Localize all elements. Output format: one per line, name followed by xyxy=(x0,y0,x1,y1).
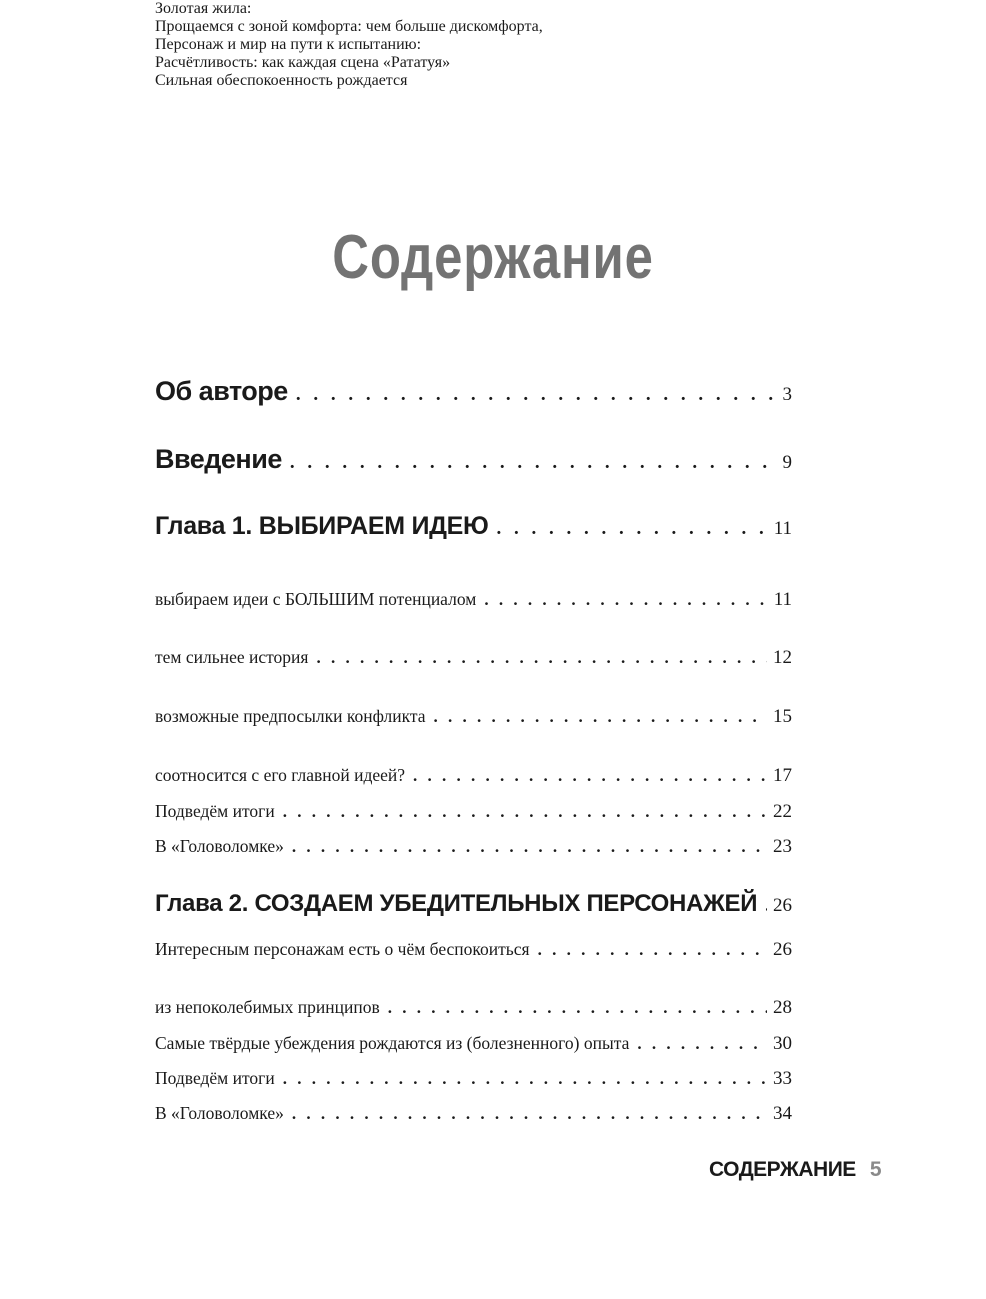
subentry-title-line1: Сильная обеспокоенность рождается xyxy=(155,72,408,89)
dot-leader xyxy=(316,648,767,668)
subentry-title: Самые твёрдые убеждения рождаются из (болезненного) опыта xyxy=(155,1033,630,1053)
toc-chapter-2[interactable] xyxy=(155,890,792,918)
toc-subentry[interactable] xyxy=(155,801,792,823)
toc-subentry[interactable] xyxy=(155,1068,792,1090)
toc-entry-page: 9 xyxy=(782,452,792,473)
dot-leader xyxy=(292,1104,767,1124)
dot-leader xyxy=(538,940,767,960)
subentry-title-line1: Персонаж и мир на пути к испытанию: xyxy=(155,36,422,53)
subentry-title: Подведём итоги xyxy=(155,1068,275,1088)
subentry-title-line1: Прощаемся с зоной комфорта: чем больше дискомфорта, xyxy=(155,18,543,35)
dot-leader xyxy=(413,766,767,786)
subentry-page: 34 xyxy=(773,1103,792,1124)
subentry-title-line1: Золотая жила: xyxy=(155,0,252,17)
subentry-page: 26 xyxy=(773,939,792,960)
toc-subentry[interactable] xyxy=(155,836,792,858)
dot-leader xyxy=(637,1034,767,1054)
toc-entry-title: Введение xyxy=(155,444,282,474)
dot-leader xyxy=(290,452,777,474)
dot-leader xyxy=(484,590,767,610)
toc-chapter-1[interactable] xyxy=(155,512,792,541)
subentry-page: 22 xyxy=(773,801,792,822)
subentry-page: 28 xyxy=(773,997,792,1018)
dot-leader xyxy=(434,707,767,727)
dot-leader xyxy=(388,998,767,1018)
subentry-title: Подведём итоги xyxy=(155,801,275,821)
subentry-page: 23 xyxy=(773,836,792,857)
chapter-page: 26 xyxy=(773,895,792,916)
subentry-page: 33 xyxy=(773,1068,792,1089)
dot-leader xyxy=(765,895,767,917)
subentry-title: В «Головоломке» xyxy=(155,1103,284,1123)
toc-subentry[interactable] xyxy=(155,1033,792,1055)
footer-section-label: СОДЕРЖАНИЕ xyxy=(709,1158,856,1181)
dot-leader xyxy=(292,837,767,857)
subentry-page: 11 xyxy=(773,589,792,610)
subentry-title-line2: тем сильнее история xyxy=(155,647,309,667)
dot-leader xyxy=(283,802,767,822)
subentry-page: 12 xyxy=(773,647,792,668)
chapter-title: Глава 2. СОЗДАЕМ УБЕДИТЕЛЬНЫХ ПЕРСОНАЖЕЙ xyxy=(155,890,758,917)
subentry-title-line2: соотносится с его главной идеей? xyxy=(155,765,406,785)
subentry-page: 30 xyxy=(773,1033,792,1054)
subentry-title-line2: выбираем идеи с БОЛЬШИМ потенциалом xyxy=(155,589,477,609)
running-footer xyxy=(709,1158,882,1182)
subentry-title: В «Головоломке» xyxy=(155,836,284,856)
toc-subentry[interactable] xyxy=(155,939,792,961)
subentry-title-line2: возможные предпосылки конфликта xyxy=(155,706,426,726)
subentry-title-line2: из непоколебимых принципов xyxy=(155,997,380,1017)
subentry-page: 17 xyxy=(773,765,792,786)
toc-entry-page: 3 xyxy=(782,384,792,405)
dot-leader xyxy=(296,384,777,406)
subentry-title-line1: Расчётливость: как каждая сцена «Рататуя» xyxy=(155,54,451,71)
footer-page-number: 5 xyxy=(869,1158,882,1181)
toc-entry-introduction[interactable] xyxy=(155,444,792,475)
subentry-title: Интересным персонажам есть о чём беспокоиться xyxy=(155,939,530,959)
toc-entry-about-author[interactable] xyxy=(155,376,792,407)
chapter-title: Глава 1. ВЫБИРАЕМ ИДЕЮ xyxy=(155,512,489,540)
toc-entry-title: Об авторе xyxy=(155,376,288,406)
toc-subentry[interactable] xyxy=(155,1103,792,1125)
dot-leader xyxy=(496,518,767,540)
dot-leader xyxy=(283,1069,767,1089)
chapter-page: 11 xyxy=(773,518,792,539)
page-title: Содержание xyxy=(332,223,654,292)
subentry-page: 15 xyxy=(773,706,792,727)
